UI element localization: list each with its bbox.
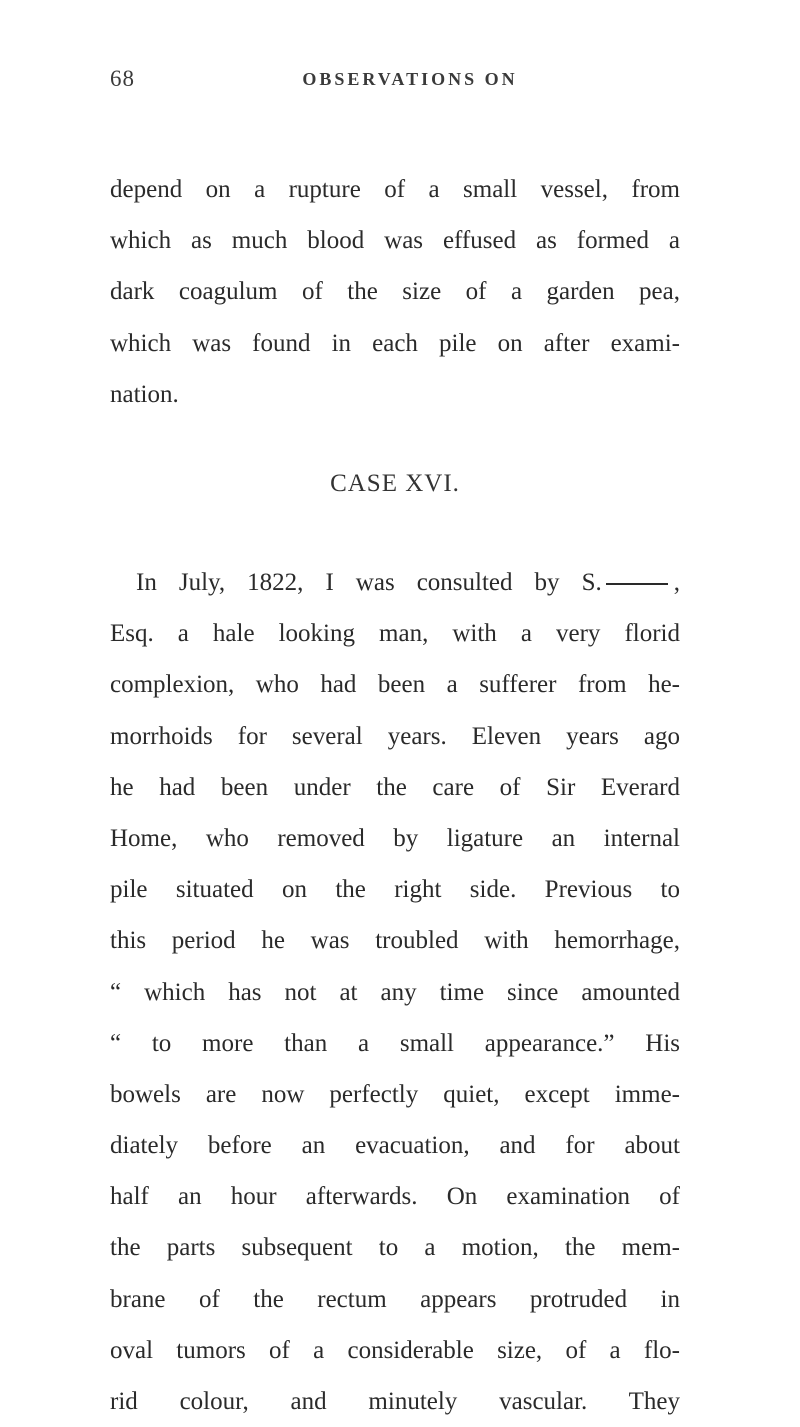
text-line: Esq. a hale looking man, with a very florid (110, 620, 680, 648)
text-line: diately before an evacuation, and for about (110, 1132, 680, 1160)
text-line: depend on a rupture of a small vessel, from (110, 176, 680, 203)
case-first-line (110, 557, 680, 608)
text-line: half an hour afterwards. On examination of (110, 1183, 680, 1211)
case-first-line-comma: , (673, 569, 680, 596)
running-head: OBSERVATIONS ON (302, 69, 518, 89)
intro-paragraph (110, 164, 680, 420)
text-line: “ which has not at any time since amounted (110, 978, 680, 1006)
text-line: which as much blood was effused as formed a (110, 227, 680, 255)
text-line: oval tumors of a considerable size, of a flo- (110, 1336, 680, 1364)
case-first-line-text: In July, 1822, I was consulted by S. (136, 569, 602, 596)
text-line: dark coagulum of the size of a garden pea, (110, 278, 680, 306)
text-line: Home, who removed by ligature an internal (110, 824, 680, 852)
text-line: “ to more than a small appearance.” His (110, 1029, 680, 1057)
case-heading: CASE XVI. (330, 470, 460, 497)
text-line: which was found in each pile on after exami- (110, 329, 680, 357)
text-line: the parts subsequent to a motion, the mem- (110, 1234, 680, 1262)
text-line: nation. (110, 380, 179, 408)
text-line: this period he was troubled with hemorrhage, (110, 927, 680, 955)
page-header (110, 66, 710, 96)
name-redaction-dash (606, 583, 668, 585)
text-line: bowels are now perfectly quiet, except imme- (110, 1080, 680, 1108)
page-number: 68 (110, 66, 135, 91)
text-line: complexion, who had been a sufferer from he- (110, 671, 680, 699)
text-line: morrhoids for several years. Eleven years ago (110, 722, 680, 750)
text-line: brane of the rectum appears protruded in (110, 1285, 680, 1313)
case-paragraph (110, 557, 680, 1427)
text-line: he had been under the care of Sir Everard (110, 773, 680, 801)
text-line: pile situated on the right side. Previous to (110, 876, 680, 904)
text-line: rid colour, and minutely vascular. They (110, 1388, 680, 1415)
